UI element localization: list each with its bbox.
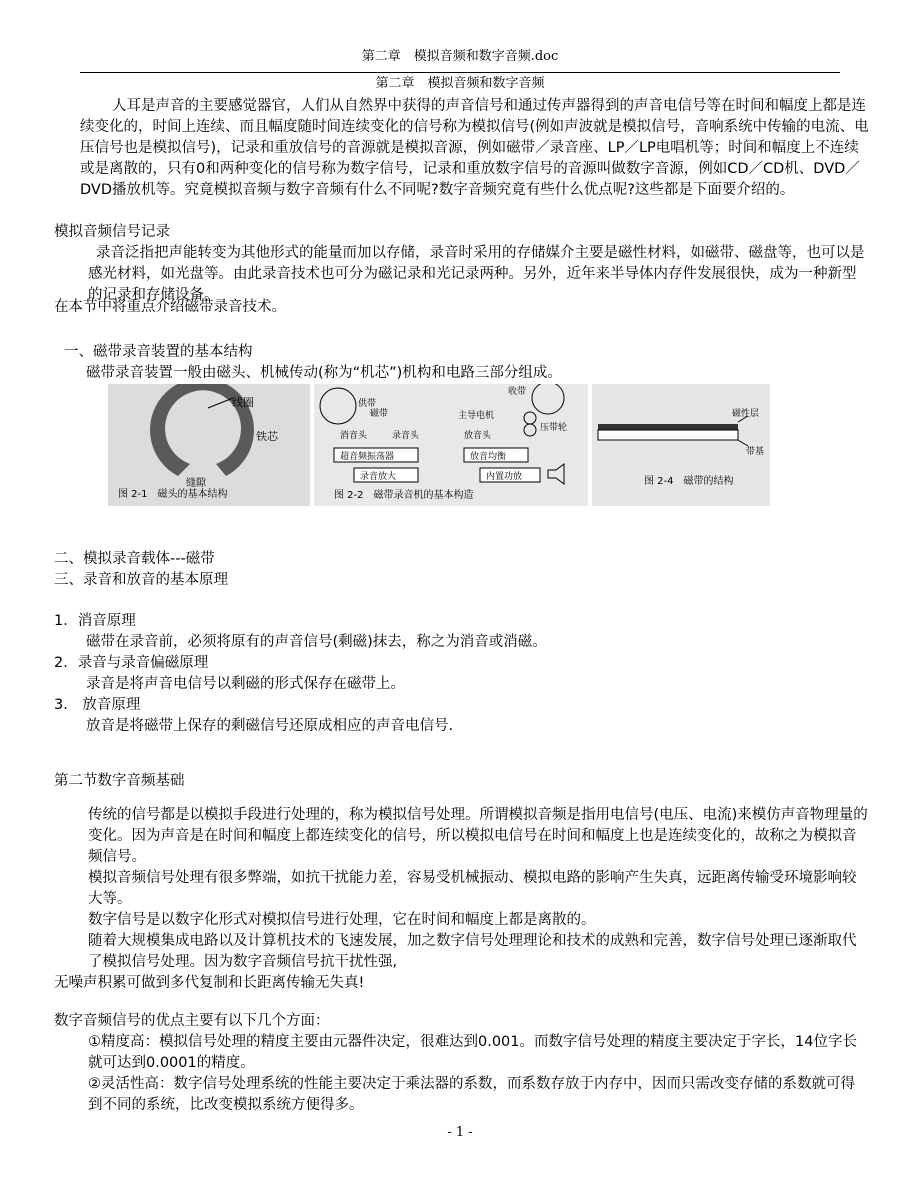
header-rule: [80, 72, 840, 73]
core-label: 铁芯: [256, 430, 278, 443]
supply-label: 供带: [358, 399, 377, 409]
page-number: - 1 -: [447, 1125, 473, 1140]
pinch-label: 压带轮: [540, 423, 568, 433]
power-amp-label: 内置功放: [486, 472, 523, 482]
coil-label: 线圈: [232, 396, 254, 409]
item-3-body: 放音是将磁带上保存的剩磁信号还原成相应的声音电信号.: [86, 718, 454, 734]
chapter-title: 第二章 模拟音频和数字音频: [375, 76, 545, 91]
base-label: 带基: [746, 447, 765, 457]
fig2-background: [314, 384, 588, 506]
digital-paragraph-1: 传统的信号都是以模拟手段进行处理的，称为模拟信号处理。所谓模拟音频是指用电信号(电压、电流)来模仿声音物理量的变化。因为声音是在时间和幅度上都连续变化的信号，所以模拟电信号在时间和幅度上也是连续变化的，故称之为模拟音频信号。: [88, 807, 868, 865]
section-1-body: 磁带录音装置一般由磁头、机械传动(称为“机芯”)机构和电路三部分组成。: [86, 365, 562, 381]
play-eq-label: 放音均衡: [470, 452, 507, 462]
record-amp-label: 录音放大: [360, 472, 397, 482]
fig1-caption: 图 2-1 磁头的基本结构: [118, 489, 228, 500]
figure-svg: [108, 384, 770, 506]
erase-head-label: 消音头: [340, 431, 368, 441]
intro-paragraph: 人耳是声音的主要感觉器官，人们从自然界中获得的声音信号和通过传声器得到的声音电信号等在时间和幅度上都是连续变化的，时间上连续、而且幅度随时间连续变化的信号称为模拟信号(例如声波就是模拟信号，音响系统中传输的电流、电压信号也是模拟信号)，记录和重放信号的音源就是模拟音源，例如磁带／录音座、LP／LP电唱机等；时间和幅度上不连续或是离散的，只有0和两种变化的信号称为数字信号，记录和重放数字信号的音源叫做数字音源，例如CD／CD机、DVD／DVD播放机等。究竟模拟音频与数字音频有什么不同呢?数字音频究竟有些什么优点呢?这些都是下面要介绍的。: [80, 98, 869, 198]
item-1-body: 磁带在录音前，必须将原有的声音信号(剩磁)抹去，称之为消音或消磁。: [86, 634, 547, 650]
section-heading-analog-record: 模拟音频信号记录: [54, 224, 170, 240]
advantages-intro: 数字音频信号的优点主要有以下几个方面：: [54, 1013, 330, 1029]
fig3-background: [592, 384, 770, 506]
magnetic-layer: [598, 424, 738, 430]
record-paragraph: 录音泛指把声能转变为其他形式的能量而加以存储，录音时采用的存储媒介主要是磁性材料，如磁带、磁盘等，也可以是感光材料，如光盘等。由此录音技术也可分为磁记录和光记录两种。另外，近年来半导体内存件发展很快，成为一种新型的记录和存储设备。: [88, 245, 865, 303]
fig1-background: [108, 384, 310, 506]
play-head-label: 放音头: [464, 431, 492, 441]
advantage-1: ①精度高：模拟信号处理的精度主要由元器件决定，很难达到0.001。而数字信号处理的精度主要决定于字长，14位字长就可达到0.0001的精度。: [88, 1034, 857, 1071]
section-digital-heading: 第二节数字音频基础: [54, 773, 185, 789]
document-header-filename: 第二章 模拟音频和数字音频.doc: [361, 49, 559, 64]
record-head-label: 录音头: [392, 431, 420, 441]
item-2-body: 录音是将声音电信号以剩磁的形式保存在磁带上。: [86, 676, 405, 692]
mag-layer-label: 磁性层: [732, 409, 760, 419]
advantage-2: ②灵活性高：数字信号处理系统的性能主要决定于乘法器的系数，而系数存放于内存中，因而只需改变存储的系数就可得到不同的系统，比改变模拟系统方便得多。: [88, 1076, 855, 1113]
record-focus-line: 在本节中将重点介绍磁带录音技术。: [54, 299, 286, 315]
fig2-caption: 图 2-2 磁带录音机的基本构造: [334, 490, 474, 501]
tape-label: 磁带: [370, 409, 389, 419]
item-2-title: 2．录音与录音偏磁原理: [54, 655, 209, 671]
tape-base: [598, 430, 738, 440]
section-2-heading: 二、模拟录音载体---磁带: [54, 551, 215, 567]
digital-paragraph-3: 数字信号是以数字化形式对模拟信号进行处理，它在时间和幅度上都是离散的。: [88, 912, 596, 928]
takeup-label: 收带: [508, 387, 527, 397]
digital-paragraph-4: 随着大规模集成电路以及计算机技术的飞速发展，加之数字信号处理理论和技术的成熟和完善，数字信号处理已逐渐取代了模拟信号处理。因为数字音频信号抗干扰性强,: [88, 933, 857, 970]
section-3-heading: 三、录音和放音的基本原理: [54, 572, 228, 588]
item-3-title: 3. 放音原理: [54, 697, 141, 713]
gap-label: 缝隙: [186, 478, 206, 489]
digital-paragraph-5: 无噪声积累可做到多代复制和长距离传输无失真!: [54, 975, 365, 991]
fig3-caption: 图 2-4 磁带的结构: [644, 476, 734, 487]
motor-label: 主导电机: [458, 411, 495, 421]
figure-strip: [108, 384, 770, 506]
digital-paragraph-2: 模拟音频信号处理有很多弊端，如抗干扰能力差，容易受机械振动、模拟电路的影响产生失真，远距离传输受环境影响较大等。: [88, 870, 857, 907]
section-1-heading: 一、磁带录音装置的基本结构: [64, 344, 253, 360]
oscillator-label: 超音频振荡器: [340, 452, 395, 462]
item-1-title: 1．消音原理: [54, 613, 136, 629]
